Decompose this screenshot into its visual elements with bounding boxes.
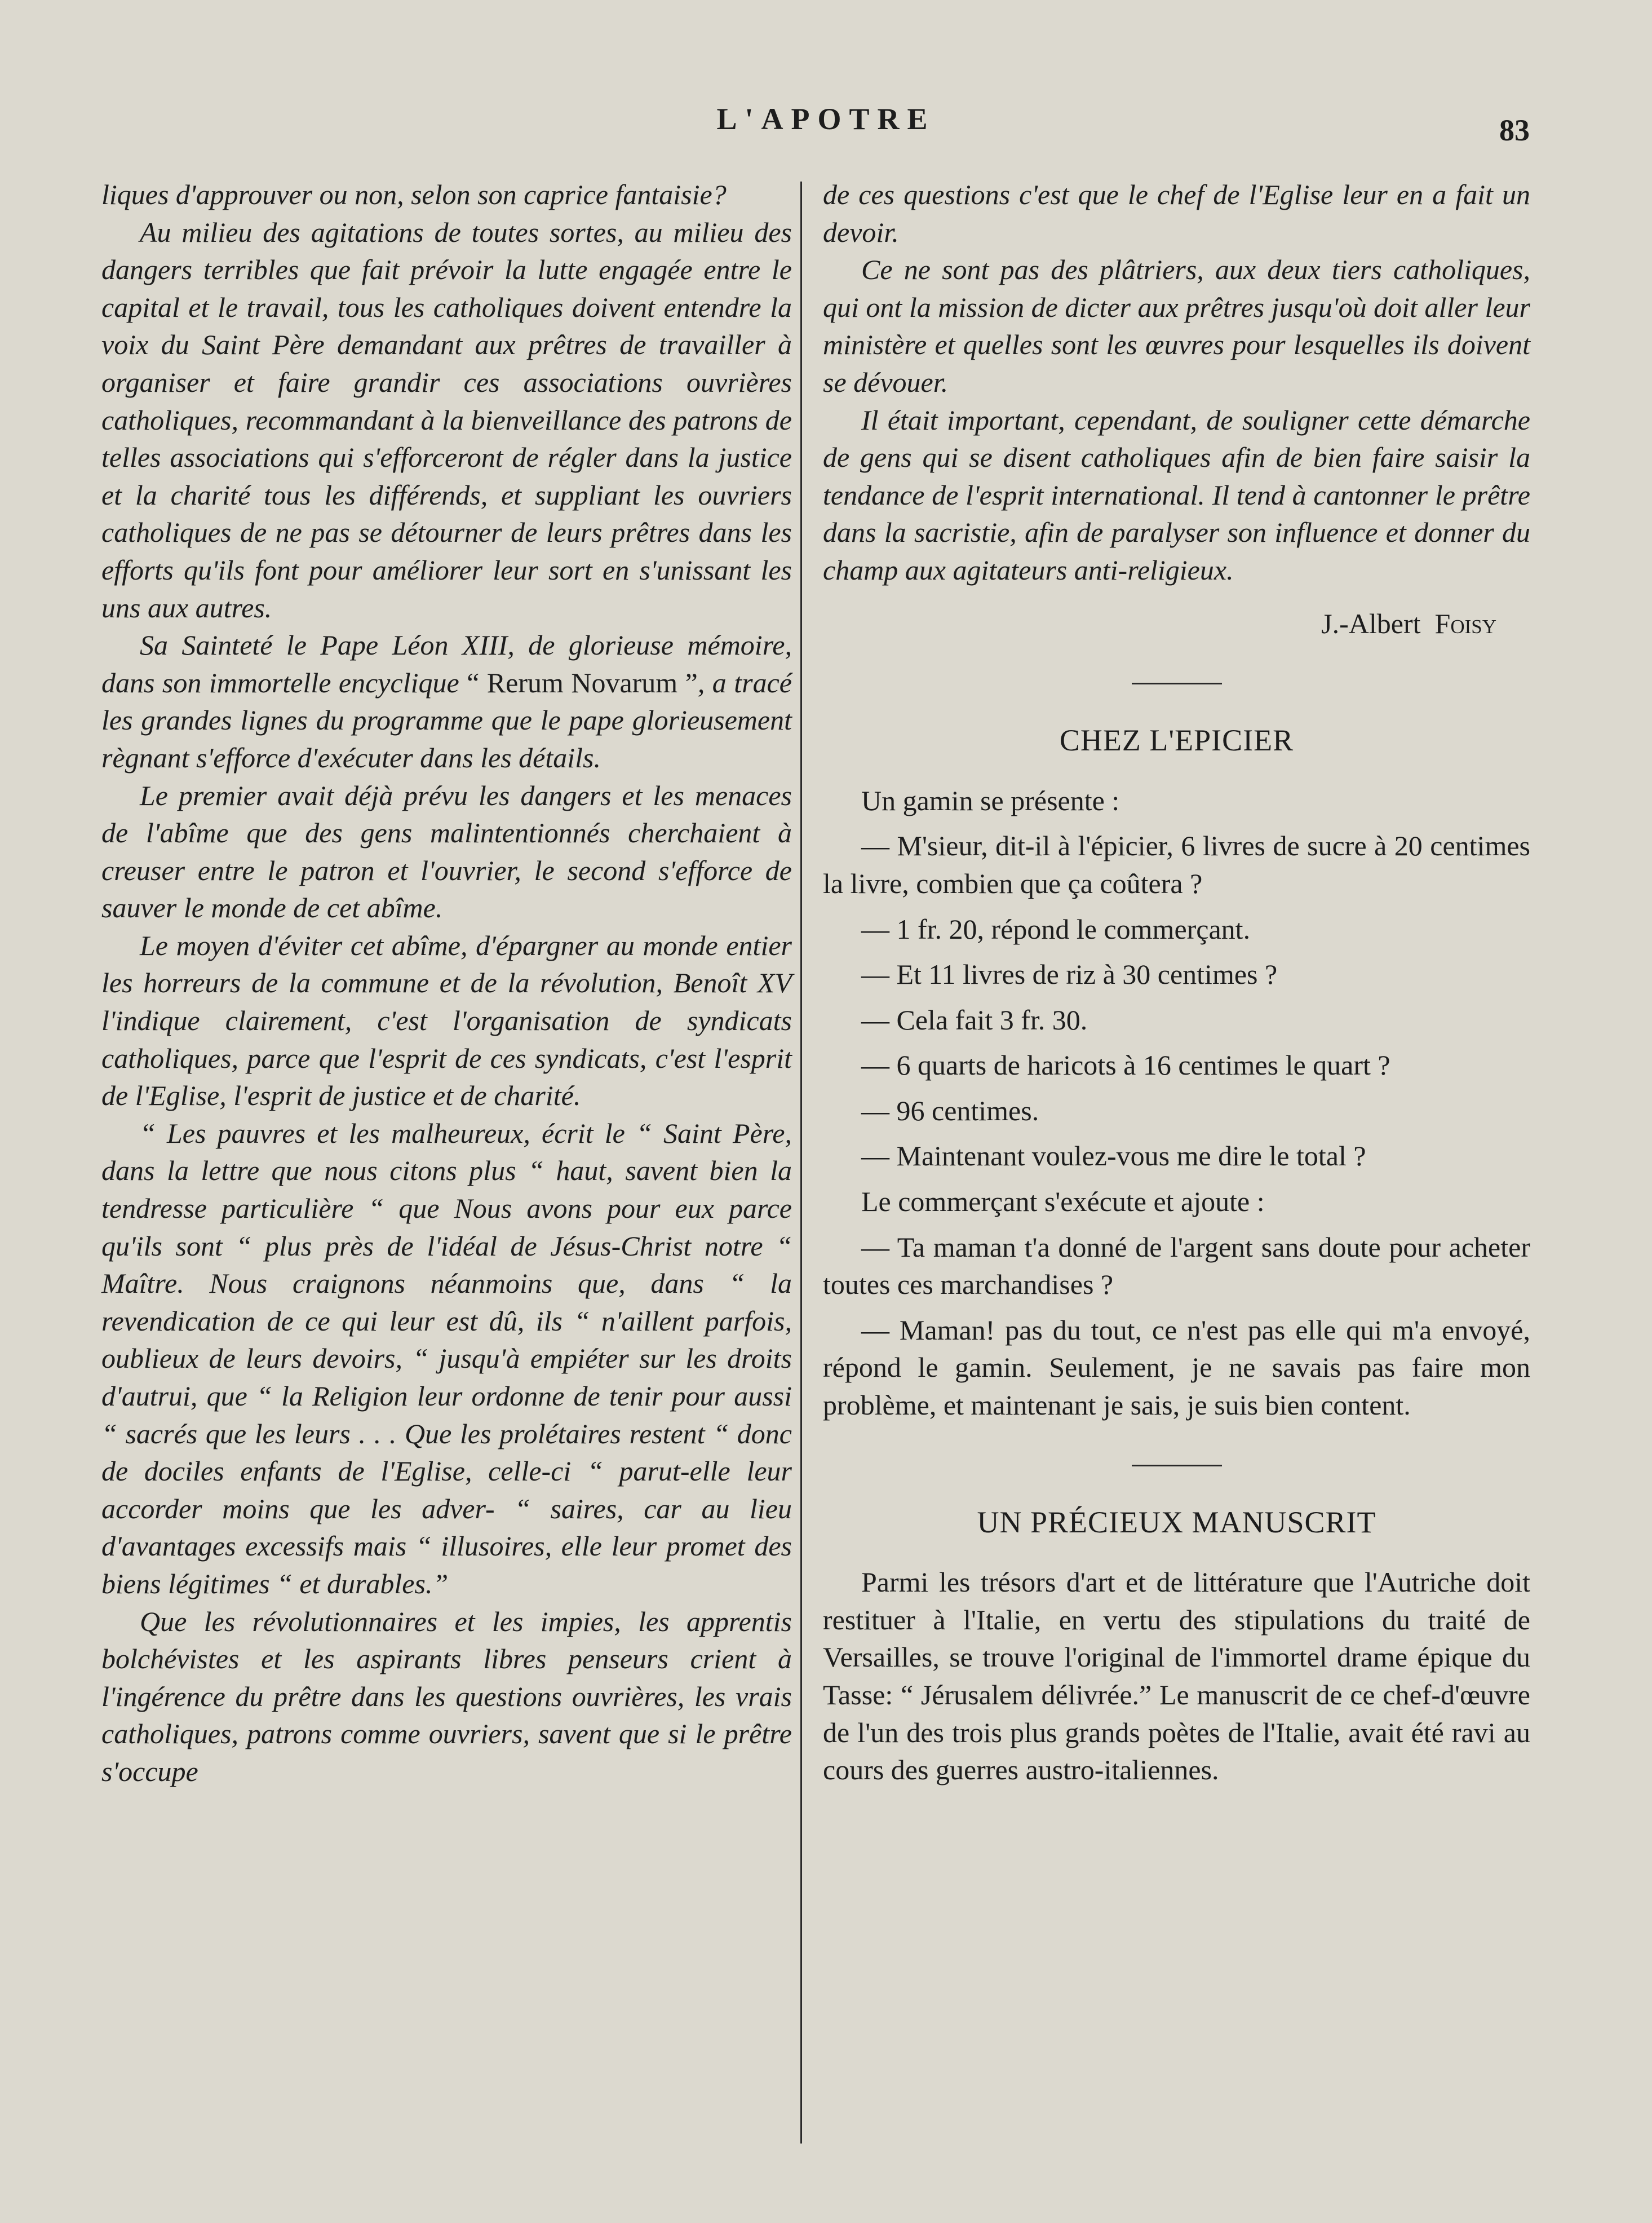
dialog-line: — Maman! pas du tout, ce n'est pas elle qui m'a envoyé, répond le gamin. Seulement, je ne savais pas faire mon problème, et maintenant je sais, je suis bien content. <box>823 1314 1530 1421</box>
running-title: L'APOTRE <box>716 102 936 136</box>
paragraph: Au milieu des agitations de toutes sortes, au milieu des dangers terribles que fait prévoir la lutte engagée entre le capital et le travail, tous les catholiques doivent entendre la voix du Saint Père demandant aux prêtres de travailler à organiser et faire grandir ces associations ouvrières catholiques, recommandant à la bienveillance des patrons de telles associations qui s'efforceront de régler dans la justice et la charité tous les différends, et suppliant les ouvriers catholiques de ne pas se détourner de leurs prêtres dans les efforts qu'ils font pour améliorer leur sort en s'unissant les uns aux autres. <box>101 216 792 624</box>
paragraph: de ces questions c'est que le chef de l'Eglise leur en a fait un devoir. <box>823 179 1530 248</box>
paragraph: Parmi les trésors d'art et de littérature que l'Autriche doit restituer à l'Italie, en vertu des stipulations du traité de Versailles, se trouve l'original de l'immortel drame épique du Tasse: “ Jérusalem délivrée.” Le manuscrit de ce chef-d'œuvre de l'un des trois plus grands poètes de l'Italie, avait été ravi au cours des guerres austro-italiennes. <box>823 1566 1530 1786</box>
dialog-line: — Ta maman t'a donné de l'argent sans doute pour acheter toutes ces marchandises ? <box>823 1231 1530 1301</box>
dialog-line: — Et 11 livres de riz à 30 centimes ? <box>861 958 1278 991</box>
text-span: , a tracé les grandes lignes du programme que le pape glorieusement règnant s'efforce d'exécuter dans les détails. <box>101 666 792 774</box>
dialog-line: — Cela fait 3 fr. 30. <box>861 1004 1088 1036</box>
paragraph: Que les révolutionnaires et les impies, les apprentis bolchévistes et les aspirants libres penseurs crient à l'ingérence du prêtre dans les questions ouvrières, les vrais catholiques, patrons comme ouvriers, savent que si le prêtre s'occupe <box>101 1605 792 1787</box>
signature-first: J.-Albert <box>1321 607 1421 639</box>
section-separator <box>1132 683 1222 684</box>
section-title-epicier: CHEZ L'EPICIER <box>1059 723 1294 758</box>
encyclical-title: “ Rerum Novarum ” <box>467 666 698 699</box>
page-number: 83 <box>1499 113 1530 147</box>
paragraph: Il était important, cependant, de souligner cette démarche de gens qui se disent catholiques afin de bien faire saisir la tendance de l'esprit international. Il tend à cantonner le prêtre dans la sacristie, afin de paralyser son influence et donner du champ aux agitateurs anti-religieux. <box>823 404 1530 586</box>
section-title-manuscrit: UN PRÉCIEUX MANUSCRIT <box>977 1505 1376 1539</box>
dialog-line: — 1 fr. 20, répond le commerçant. <box>861 913 1251 945</box>
paragraph: Le premier avait déjà prévu les dangers et les menaces de l'abîme que des gens malintentionnés cherchaient à creuser entre le patron et l'ouvrier, le second s'efforce de sauver le monde de cet abîme. <box>101 779 792 924</box>
paragraph: Le moyen d'éviter cet abîme, d'épargner au monde entier les horreurs de la commune et de la révolution, Benoît XV l'indique clairement, c'est l'organisation de syndicats catholiques, parce que l'esprit de ces syndicats, c'est l'esprit de l'Eglise, l'esprit de justice et de charité. <box>101 929 792 1112</box>
paragraph: liques d'approuver ou non, selon son caprice fantaisie? <box>101 179 727 210</box>
column-divider <box>800 182 802 2144</box>
text-span: Sa Sainteté le Pape Léon XIII, de glorieuse mémoire, dans son immortelle encyclique <box>101 629 792 699</box>
quotation: “ Les pauvres et les malheureux, écrit le “ Saint Père, dans la lettre que nous citons plus “ haut, savent bien la tendresse particulière “ que Nous avons pour eux parce qu'ils sont “ plus près de l'idéal de Jésus-Christ notre “ Maître. Nous craignons néanmoins que, dans “ la revendication de ce qui leur est dû, ils “ n'aillent parfois, oublieux de leurs devoirs, “ jusqu'à empiéter sur les droits d'autrui, que “ la Religion leur ordonne de tenir pour aussi “ sacrés que les leurs . . . Que les prolétaires restent “ donc de dociles enfants de l'Eglise, celle-ci “ parut-elle leur accorder moins que les adver- “ saires, car au lieu d'avantages excessifs mais “ illusoires, elle leur promet des biens légitimes “ et durables.” <box>101 1117 792 1599</box>
dialog-line: — 6 quarts de haricots à 16 centimes le quart ? <box>861 1049 1390 1081</box>
section-separator <box>1132 1465 1222 1466</box>
right-column <box>823 176 1530 1789</box>
leon-paragraph <box>101 626 792 776</box>
paragraph: Ce ne sont pas des plâtriers, aux deux tiers catholiques, qui ont la mission de dicter aux prêtres jusqu'où doit aller leur ministère et quelles sont les œuvres pour lesquelles ils doivent se dévouer. <box>823 254 1530 398</box>
dialog-line: — Maintenant voulez-vous me dire le total ? <box>861 1140 1366 1172</box>
signature-last: Foisy <box>1434 607 1496 639</box>
left-column <box>101 176 792 1791</box>
dialog-line: — 96 centimes. <box>861 1094 1039 1126</box>
manuscrit-article <box>823 1563 1530 1789</box>
article-end <box>823 176 1530 589</box>
dialog-line: Le commerçant s'exécute et ajoute : <box>861 1186 1265 1218</box>
dialog-line: — M'sieur, dit-il à l'épicier, 6 livres de sucre à 20 centimes la livre, combien que ça coûtera ? <box>823 830 1530 899</box>
author-signature <box>823 605 1530 643</box>
dialog-line: Un gamin se présente : <box>861 784 1120 816</box>
epicier-story <box>823 782 1530 1424</box>
